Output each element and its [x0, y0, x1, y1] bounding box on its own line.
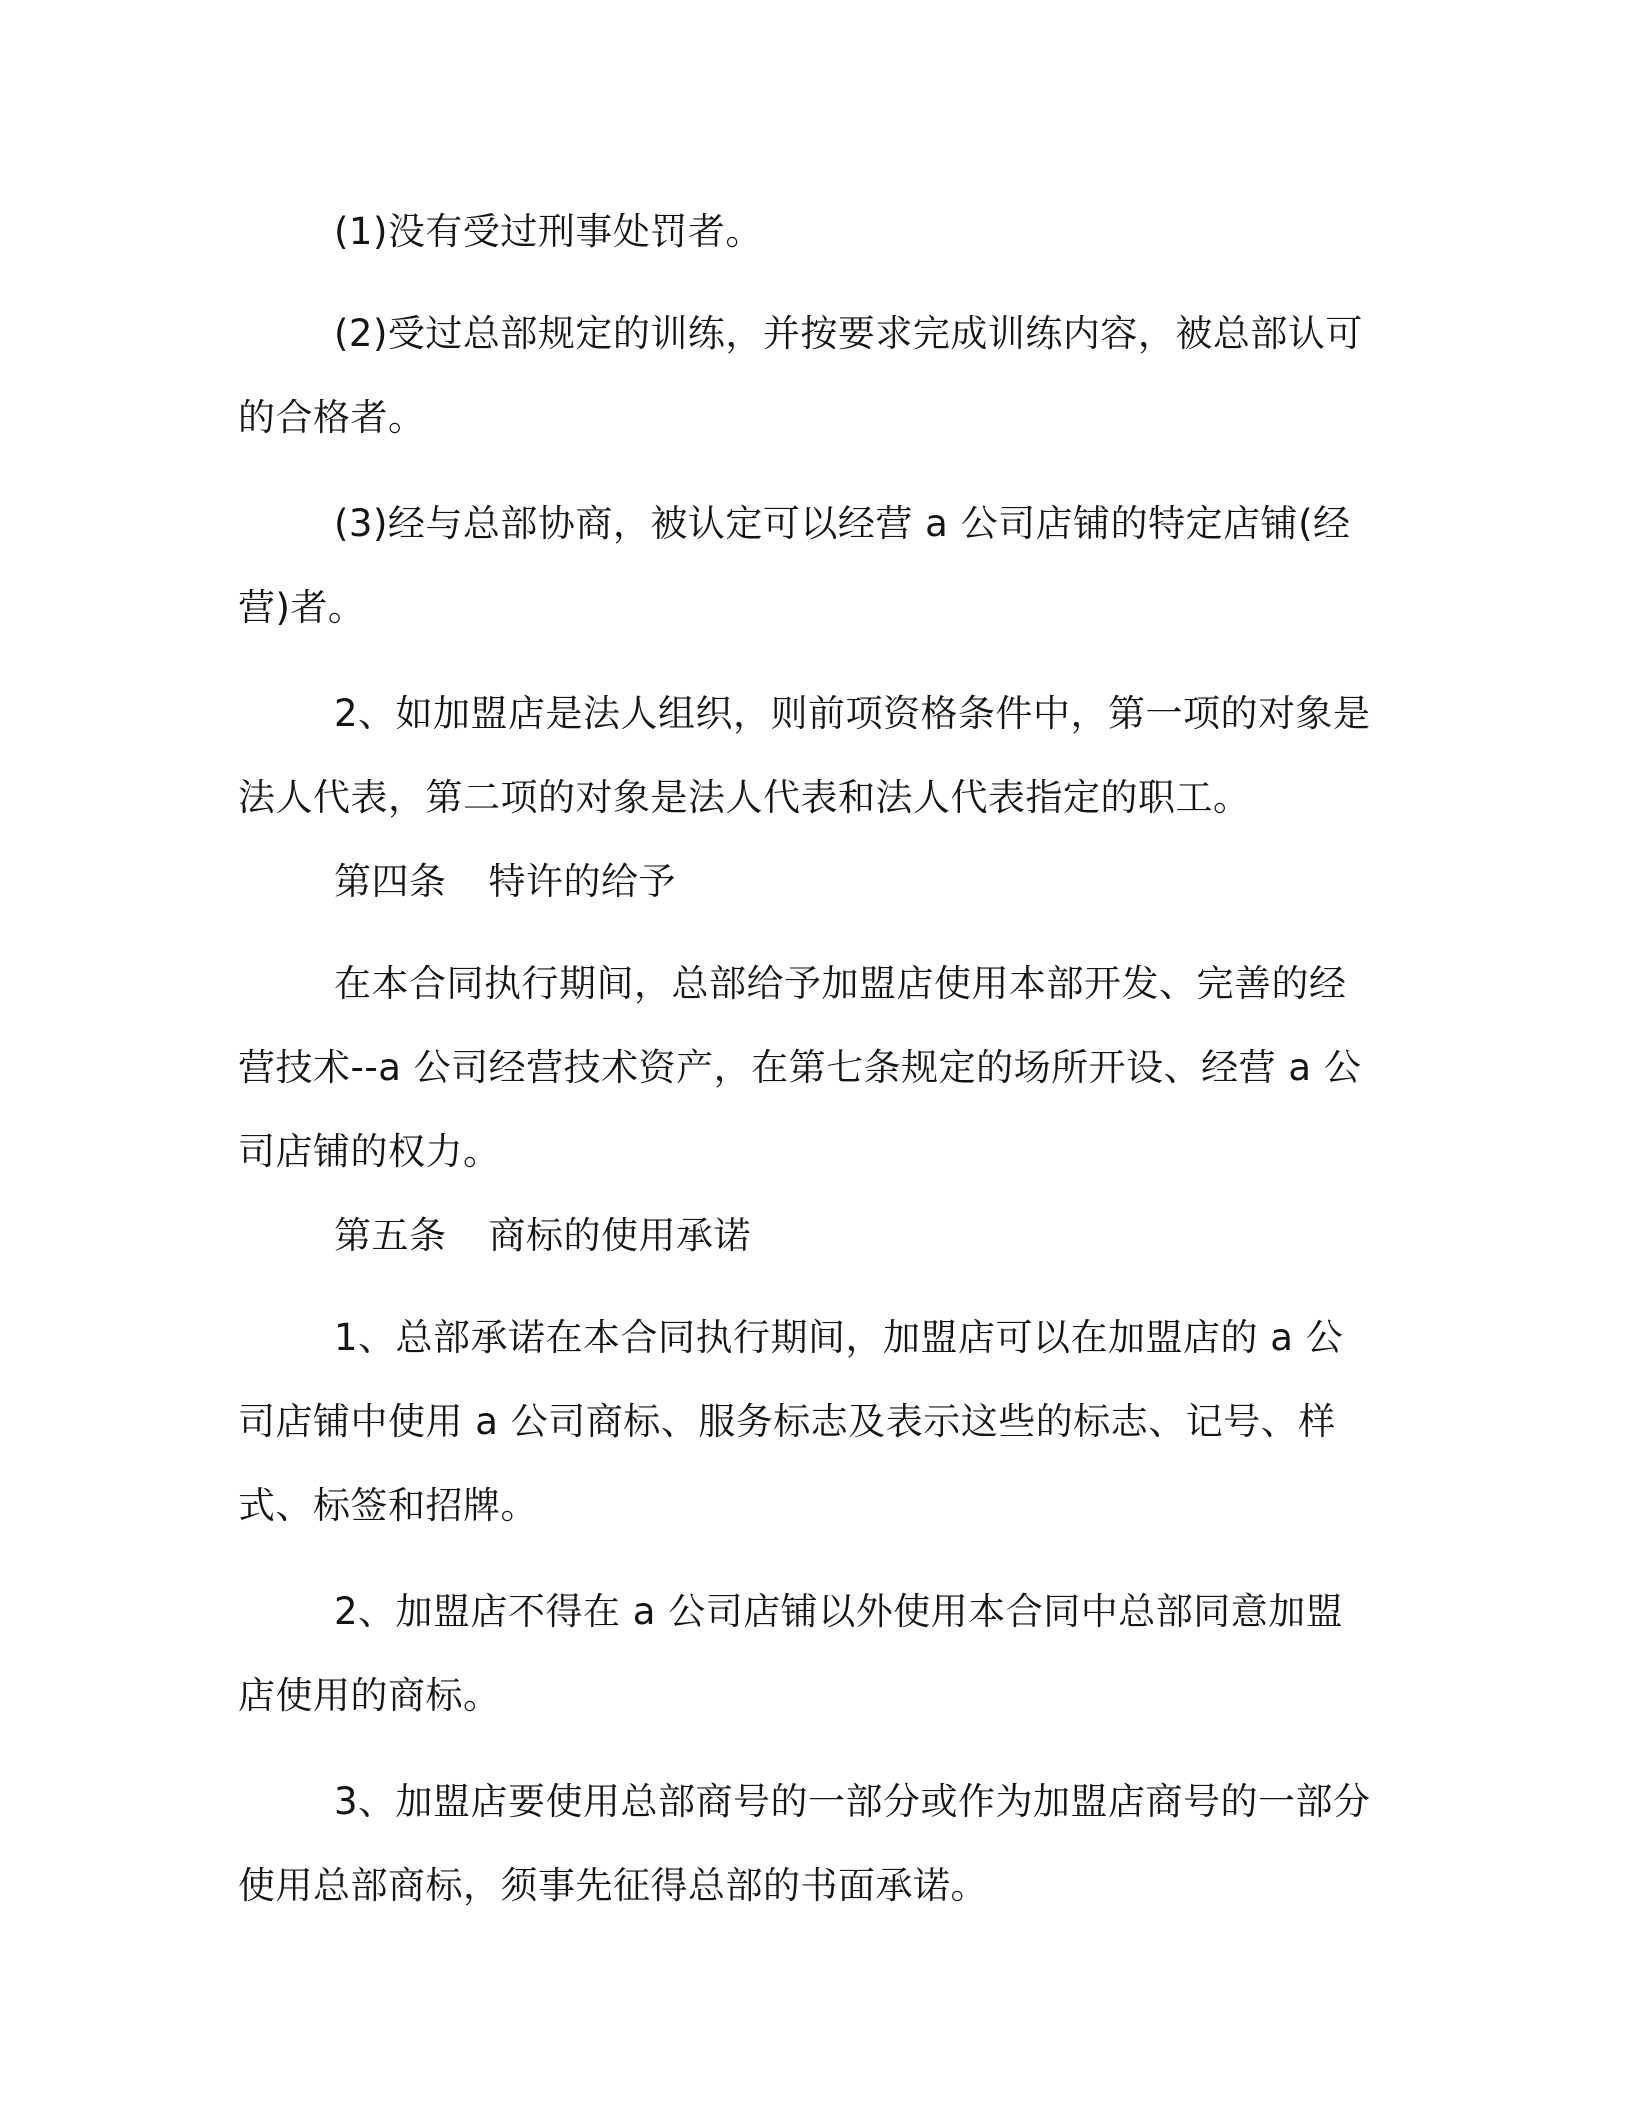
- paragraph-trademark-2: 2、加盟店不得在 a 公司店铺以外使用本合同中总部同意加盟店使用的商标。: [238, 1590, 1344, 1717]
- paragraph-condition-1: (1)没有受过刑事处罚者。: [334, 210, 763, 253]
- paragraph-trademark-3: 3、加盟店要使用总部商号的一部分或作为加盟店商号的一部分使用总部商标，须事先征得总部的书面承诺。: [238, 1780, 1371, 1907]
- article-4-heading: [238, 840, 1378, 924]
- paragraph-legal-entity: 2、如加盟店是法人组织，则前项资格条件中，第一项的对象是法人代表，第二项的对象是法人代表和法人代表指定的职工。: [238, 692, 1371, 819]
- article-5-heading: [238, 1194, 1378, 1278]
- paragraph-trademark-1: 1、总部承诺在本合同执行期间，加盟店可以在加盟店的 a 公司店铺中使用 a 公司商标、服务标志及表示这些的标志、记号、样式、标签和招牌。: [238, 1316, 1344, 1527]
- paragraph-condition-2: (2)受过总部规定的训练，并按要求完成训练内容，被总部认可的合格者。: [238, 312, 1363, 439]
- article-4-number: 第四条: [334, 860, 447, 903]
- article-4-title: 特许的给予: [488, 860, 676, 903]
- article-5-number: 第五条: [334, 1214, 447, 1257]
- article-5-title: 商标的使用承诺: [488, 1214, 751, 1257]
- document-body: [238, 190, 1378, 1928]
- paragraph-franchise-grant: 在本合同执行期间，总部给予加盟店使用本部开发、完善的经营技术--a 公司经营技术资产，在第七条规定的场所开设、经营 a 公司店铺的权力。: [238, 962, 1362, 1173]
- paragraph-condition-3: (3)经与总部协商，被认定可以经营 a 公司店铺的特定店铺(经营)者。: [238, 502, 1351, 629]
